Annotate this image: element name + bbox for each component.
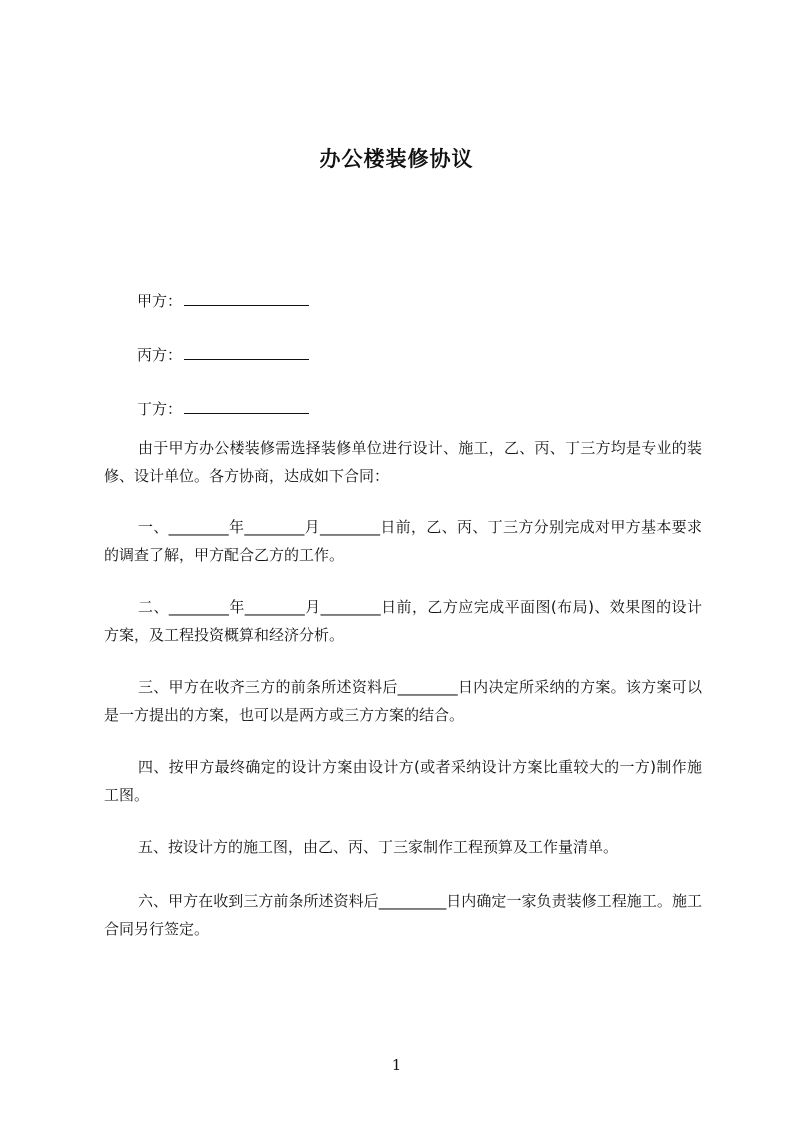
party-a-label: 甲方： (137, 292, 183, 310)
party-a-line (137, 290, 309, 311)
document-title: 办公楼装修协议 (319, 147, 474, 171)
clause-4: 四、按甲方最终确定的设计方案由设计方(或者采纳设计方案比重较大的一方)制作施工图。 (104, 758, 702, 804)
party-d-label: 丁方： (137, 400, 183, 418)
party-d-blank[interactable] (184, 398, 309, 414)
clause-2: 二、________年________月________日前，乙方应完成平面图(布局)、效果图的设计方案，及工程投资概算和经济分析。 (104, 598, 702, 644)
party-c-label: 丙方： (137, 346, 183, 364)
clause-6: 六、甲方在收到三方前条所述资料后_________日内确定一家负责装修工程施工。施工合同另行签定。 (104, 892, 702, 938)
page-number: 1 (391, 1056, 402, 1074)
clause-5: 五、按设计方的施工图，由乙、丙、丁三家制作工程预算及工作量清单。 (138, 838, 619, 856)
party-a-blank[interactable] (184, 290, 309, 306)
party-c-blank[interactable] (184, 344, 309, 360)
clause-3: 三、甲方在收齐三方的前条所述资料后________日内决定所采纳的方案。该方案可以是一方提出的方案，也可以是两方或三方方案的结合。 (104, 678, 702, 724)
party-c-line (137, 344, 309, 365)
intro-paragraph: 由于甲方办公楼装修需选择装修单位进行设计、施工，乙、丙、丁三方均是专业的装修、设计单位。各方协商，达成如下合同： (104, 439, 702, 485)
party-d-line (137, 398, 309, 419)
clause-1: 一、________年________月________日前，乙、丙、丁三方分别完成对甲方基本要求的调查了解，甲方配合乙方的工作。 (104, 518, 702, 564)
